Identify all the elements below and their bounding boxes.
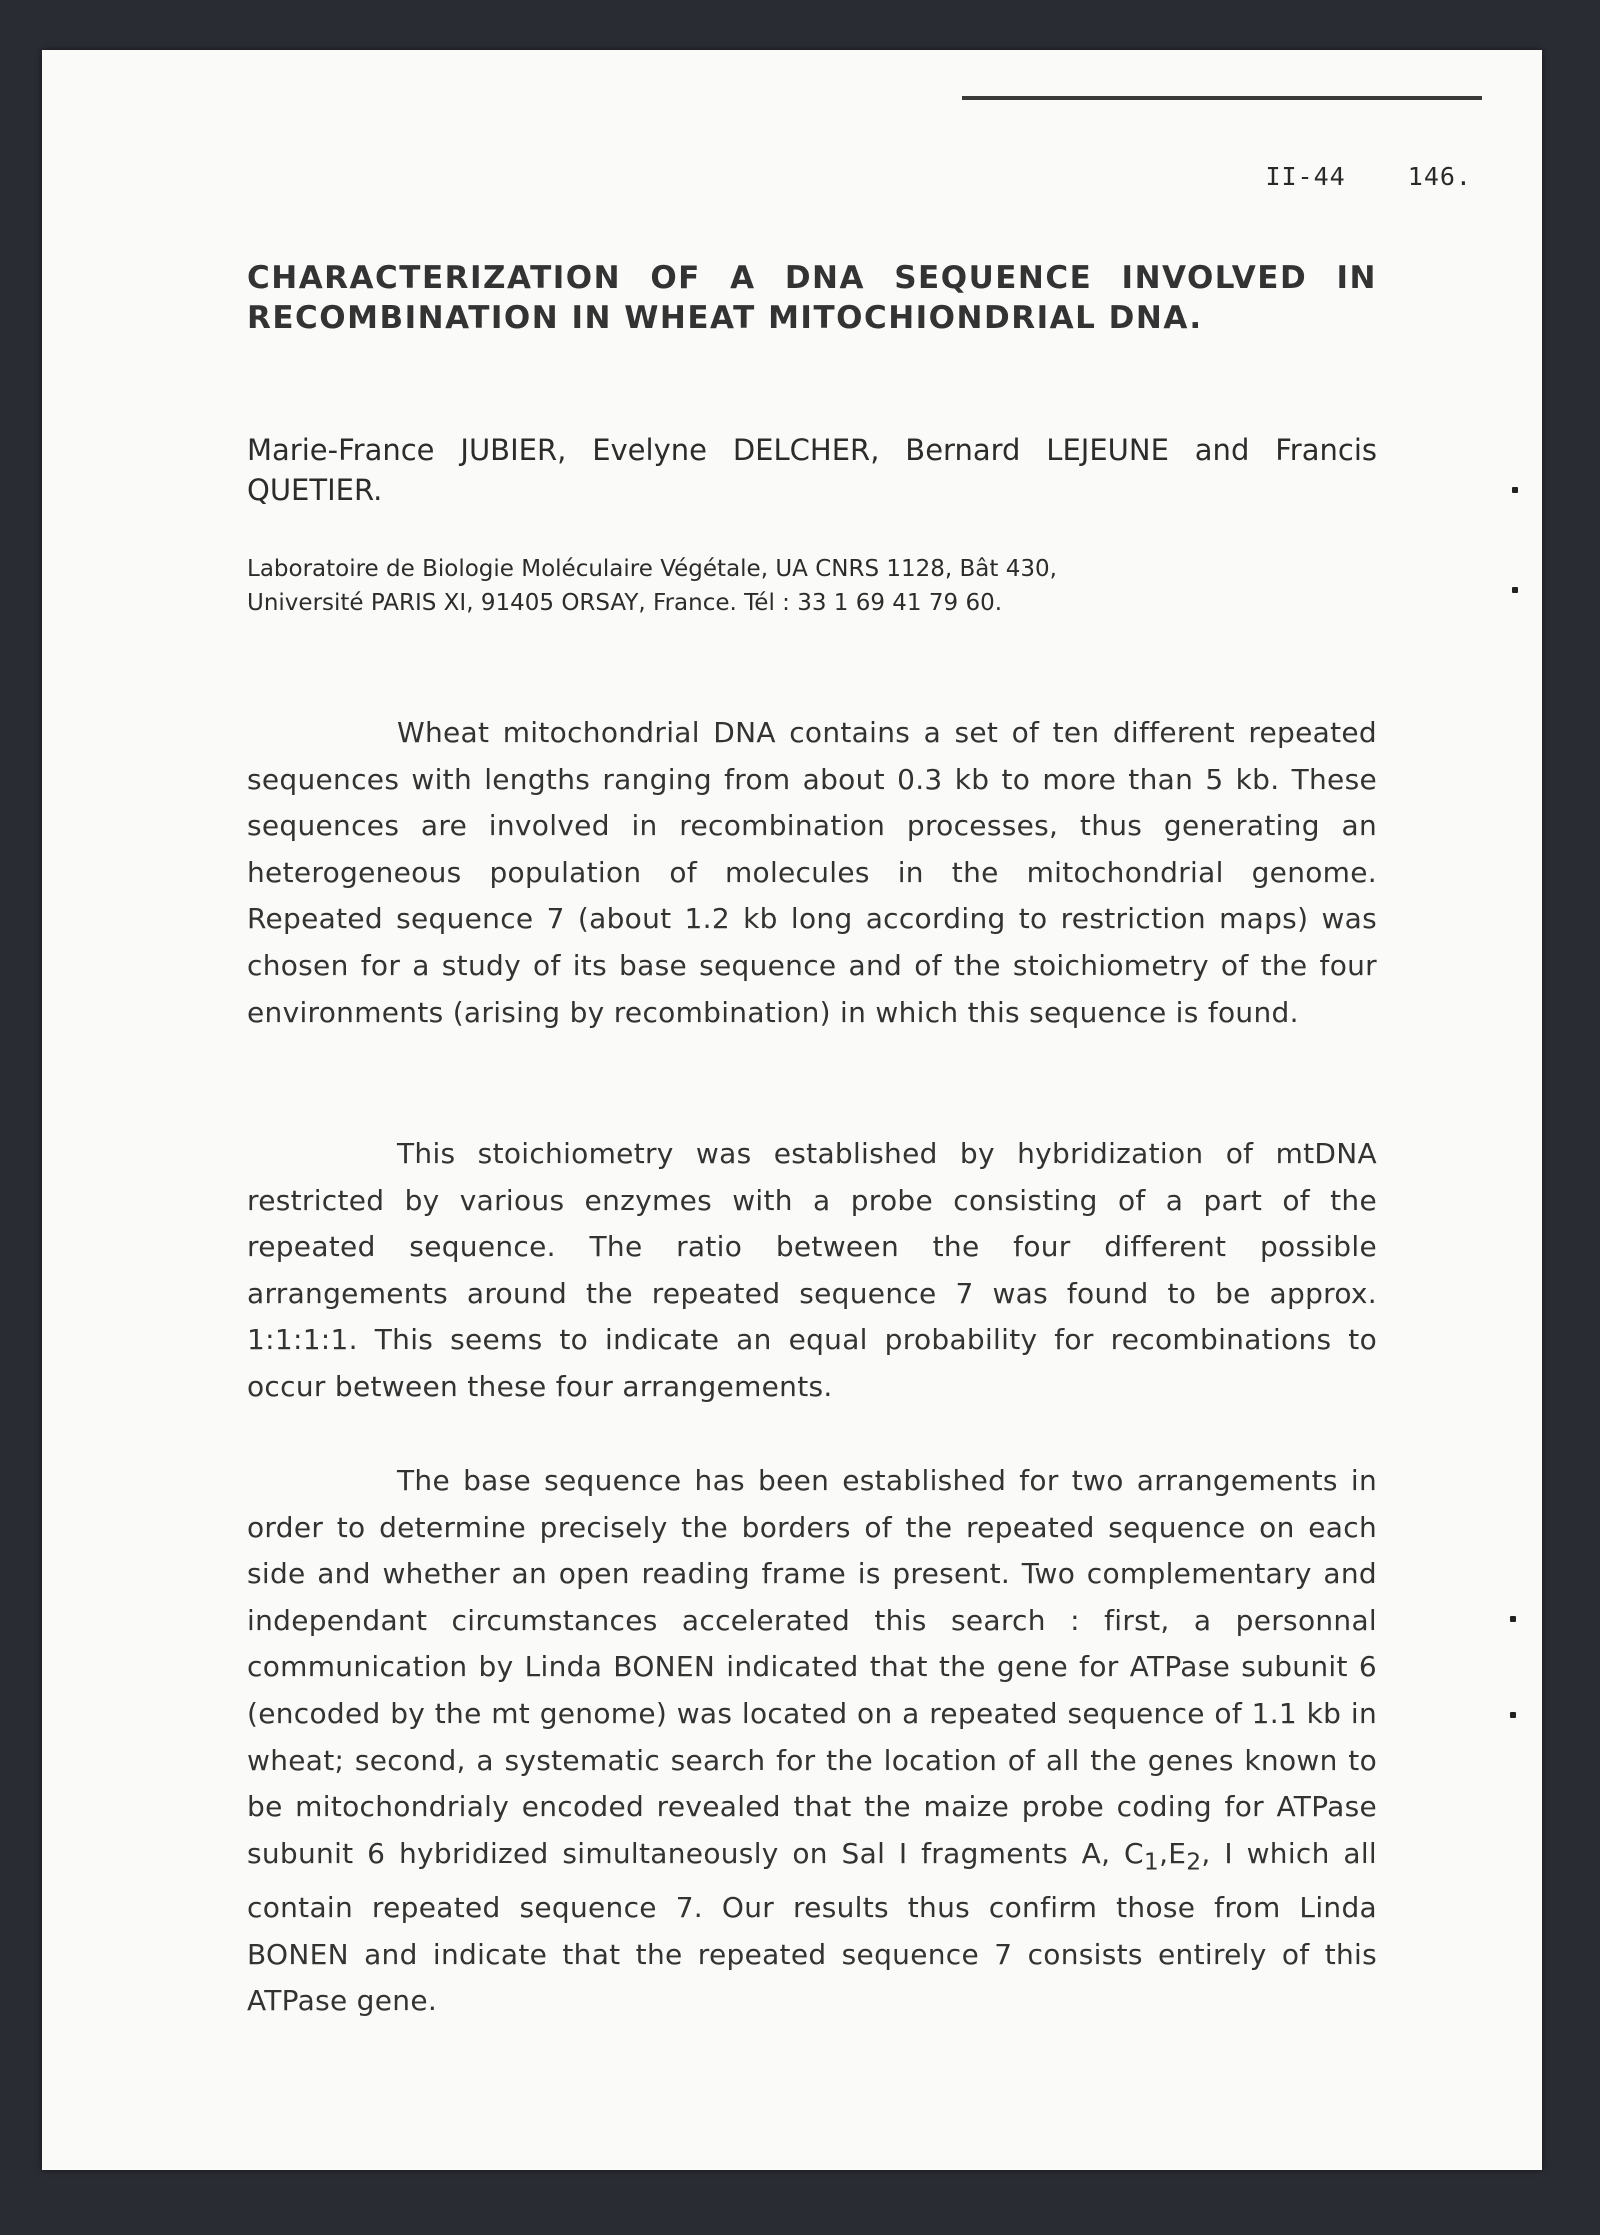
page-header bbox=[1265, 162, 1472, 191]
title-word: OF bbox=[650, 260, 701, 296]
margin-mark bbox=[1512, 487, 1518, 493]
title-word: SEQUENCE bbox=[894, 260, 1093, 296]
paragraph-3-text: The base sequence has been established for two arrangements in order to determine precisely the borders of the repeated sequence on each side and whether an open reading frame is present. Two complementary and independant circumstances accelerated this search : first, a personnal communication by Linda BONEN indicated that the gene for ATPase subunit 6 (encoded by the mt genome) was located on a repeated sequence of 1.1 kb in wheat; second, a systematic search for the location of all the genes known to be mitochondrialy encoded revealed that the maize probe coding for ATPase subunit 6 hybridized simultaneously on Sal I fragments A, C bbox=[247, 1464, 1377, 1870]
paragraph-3-text: ,E bbox=[1159, 1836, 1187, 1870]
document-page bbox=[42, 50, 1542, 2170]
paper-title bbox=[247, 258, 1377, 338]
subscript-2: 2 bbox=[1186, 1847, 1202, 1876]
paragraph-2: This stoichiometry was established by hybridization of mtDNA restricted by various enzymes with a probe consisting of a part of the repeated sequence. The ratio between the four different possible arrangements around the repeated sequence 7 was found to be approx. 1:1:1:1. This seems to indicate an equal probability for recombinations to occur between these four arrangements. bbox=[247, 1137, 1377, 1403]
title-word: IN bbox=[1336, 260, 1377, 296]
affiliation bbox=[247, 552, 1147, 620]
margin-mark bbox=[1512, 587, 1518, 593]
top-edge-shadow bbox=[962, 96, 1482, 100]
margin-mark bbox=[1510, 1712, 1516, 1718]
paragraph-3-text: , I which all contain repeated sequence 7. Our results thus confirm those from Linda BONEN and indicate that the repeated sequence 7 consists entirely of this ATPase gene. bbox=[247, 1836, 1378, 2018]
affiliation-line-1: Laboratoire de Biologie Moléculaire Végétale, UA CNRS 1128, Bât 430, bbox=[247, 556, 1057, 582]
title-word: A bbox=[730, 260, 756, 296]
subscript-1: 1 bbox=[1143, 1847, 1160, 1876]
paragraph-1: Wheat mitochondrial DNA contains a set of ten different repeated sequences with lengths ranging from about 0.3 kb to more than 5 kb. These sequences are involved in recombination processes, thus generating an heterogeneous population of molecules in the mitochondrial genome. Repeated sequence 7 (about 1.2 kb long according to restriction maps) was chosen for a study of its base sequence and of the stoichiometry of the four environments (arising by recombination) in which this sequence is found. bbox=[247, 716, 1377, 1029]
page-reference: II-44 bbox=[1265, 162, 1346, 191]
paragraph-3 bbox=[247, 1458, 1377, 2025]
title-word: DNA bbox=[784, 260, 865, 296]
author-list: Marie-France JUBIER, Evelyne DELCHER, Bernard LEJEUNE and Francis QUETIER. bbox=[247, 433, 1377, 507]
title-word: CHARACTERIZATION bbox=[247, 260, 622, 296]
title-line-2: RECOMBINATION IN WHEAT MITOCHIONDRIAL DNA. bbox=[247, 300, 1203, 336]
affiliation-line-2: Université PARIS XI, 91405 ORSAY, France. Tél : 33 1 69 41 79 60. bbox=[247, 590, 1003, 616]
title-line-1 bbox=[247, 258, 1377, 298]
page-number: 146. bbox=[1407, 162, 1472, 191]
title-word: INVOLVED bbox=[1121, 260, 1308, 296]
margin-mark bbox=[1510, 1616, 1516, 1622]
